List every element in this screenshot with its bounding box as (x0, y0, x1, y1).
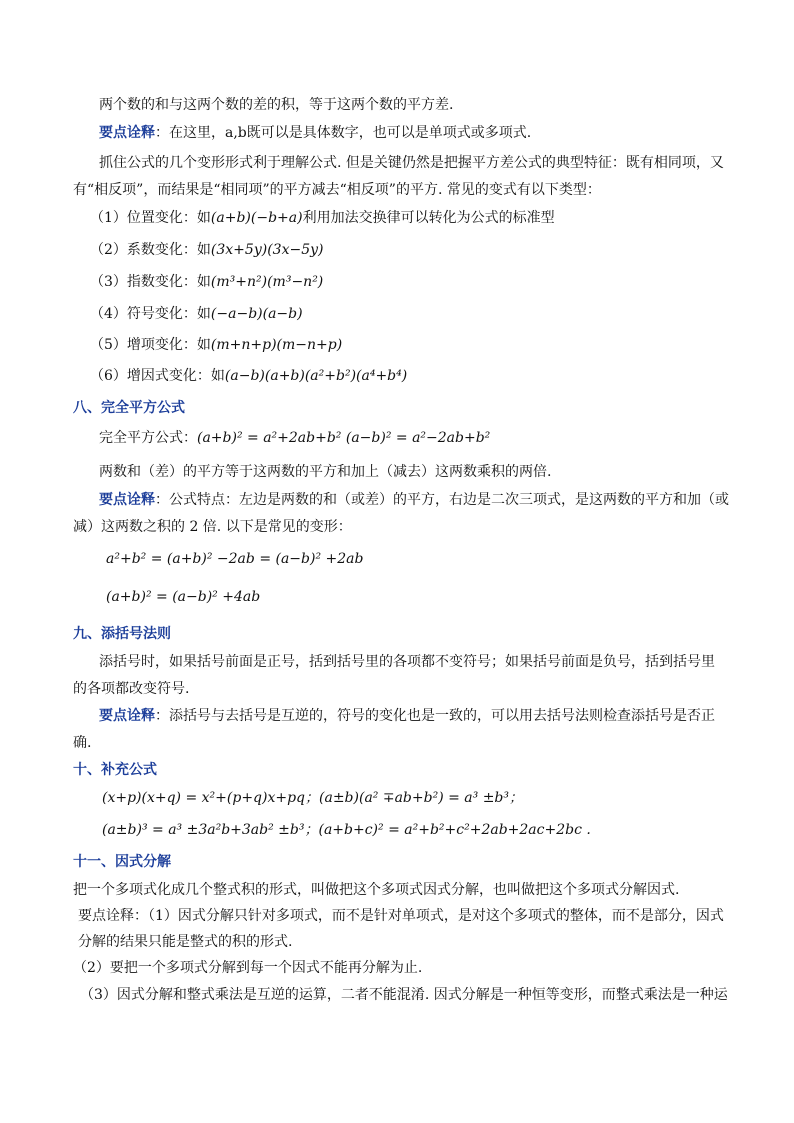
text-line: （3）因式分解和整式乘法是互逆的运算，二者不能混淆. 因式分解是一种恒等变形，而整式乘法是一种运 (80, 987, 728, 1003)
key-point-label: 要点诠释 (99, 492, 155, 508)
text-line: 要点诠释：（1）因式分解只针对多项式，而不是针对单项式，是对这个多项式的整体，而不是部分，因式 (78, 908, 724, 924)
math-expression: (x+p)(x+q) = x²+(p+q)x+pq；(a±b)(a² ∓ab+b²) = a³ ±b³； (102, 790, 524, 806)
math-expression: (3x+5y)(3x−5y) (210, 242, 324, 258)
item-label: （4）符号变化：如 (90, 306, 211, 322)
text-line (90, 240, 323, 260)
text-line (90, 208, 555, 228)
item-label: （5）增项变化：如 (90, 337, 211, 353)
item-label: （6）增因式变化：如 (90, 368, 225, 384)
math-expression: (m³+n²)(m³−n²) (210, 274, 324, 290)
text-span: 完全平方公式： (99, 430, 197, 446)
formula-line (102, 820, 591, 840)
item-label: （1）位置变化：如 (90, 210, 211, 226)
section-heading-8: 八、完全平方公式 (73, 400, 185, 416)
section-heading-10: 十、补充公式 (73, 762, 157, 778)
text-line (99, 123, 531, 143)
section-heading-9: 九、添括号法则 (73, 626, 171, 642)
math-expression: a²+b² = (a+b)² −2ab = (a−b)² +2ab (106, 551, 364, 567)
text-line (90, 272, 323, 292)
text-line (99, 428, 490, 448)
math-expression: (−a−b)(a−b) (210, 306, 303, 322)
text-span: 利用加法交换律可以转化为公式的标准型 (302, 210, 555, 226)
math-expression: (a+b)² = (a−b)² +4ab (106, 589, 261, 605)
math-expression: (a+b)(−b+a) (210, 210, 303, 226)
math-expression: (a−b)(a+b)(a²+b²)(a⁴+b⁴) (224, 368, 408, 384)
text-line: 两数和（差）的平方等于这两数的平方和加上（减去）这两数乘积的两倍. (99, 464, 552, 480)
text-line: 的各项都改变符号. (73, 681, 190, 697)
text-line (99, 706, 715, 726)
text-line: 分解的结果只能是整式的积的形式. (78, 934, 293, 950)
text-line: （2）要把一个多项式分解到每一个因式不能再分解为止. (73, 960, 423, 976)
formula-line (106, 549, 363, 569)
text-line (99, 490, 729, 510)
text-line: 确. (73, 735, 92, 751)
text-line: 把一个多项式化成几个整式积的形式，叫做把这个多项式因式分解，也叫做把这个多项式分解因式. (73, 882, 680, 898)
text-span: ：在这里，a,b既可以是具体数字，也可以是单项式或多项式. (155, 125, 532, 141)
math-expression: (m+n+p)(m−n+p) (210, 337, 343, 353)
text-line: 有“相反项”，而结果是“相同项”的平方减去“相反项”的平方. 常见的变式有以下类型： (73, 182, 601, 198)
text-span: ：添括号与去括号是互逆的，符号的变化也是一致的，可以用去括号法则检查添括号是否正 (155, 708, 715, 724)
formula-line (102, 788, 523, 808)
text-line: 减）这两数之积的 2 倍. 以下是常见的变形： (73, 519, 352, 535)
math-expression: (a±b)³ = a³ ±3a²b+3ab² ±b³；(a+b+c)² = a²+b²+c²+2ab+2ac+2bc . (102, 822, 591, 838)
item-label: （2）系数变化：如 (90, 242, 211, 258)
text-line: 抓住公式的几个变形形式利于理解公式. 但是关键仍然是把握平方差公式的典型特征：既有相同项，又 (99, 155, 724, 171)
item-label: （3）指数变化：如 (90, 274, 211, 290)
text-span: ：公式特点：左边是两数的和（或差）的平方，右边是二次三项式，是这两数的平方和加（或 (155, 492, 729, 508)
text-line (90, 304, 303, 324)
key-point-label: 要点诠释 (99, 708, 155, 724)
section-heading-11: 十一、因式分解 (73, 854, 171, 870)
formula-line (106, 587, 260, 607)
text-line (90, 335, 342, 355)
text-line (90, 366, 407, 386)
text-line: 添括号时，如果括号前面是正号，括到括号里的各项都不变符号；如果括号前面是负号，括到括号里 (99, 654, 715, 670)
key-point-label: 要点诠释 (99, 125, 155, 141)
math-expression: (a+b)² = a²+2ab+b² (a−b)² = a²−2ab+b² (197, 430, 491, 446)
text-line: 两个数的和与这两个数的差的积，等于这两个数的平方差. (99, 97, 454, 113)
